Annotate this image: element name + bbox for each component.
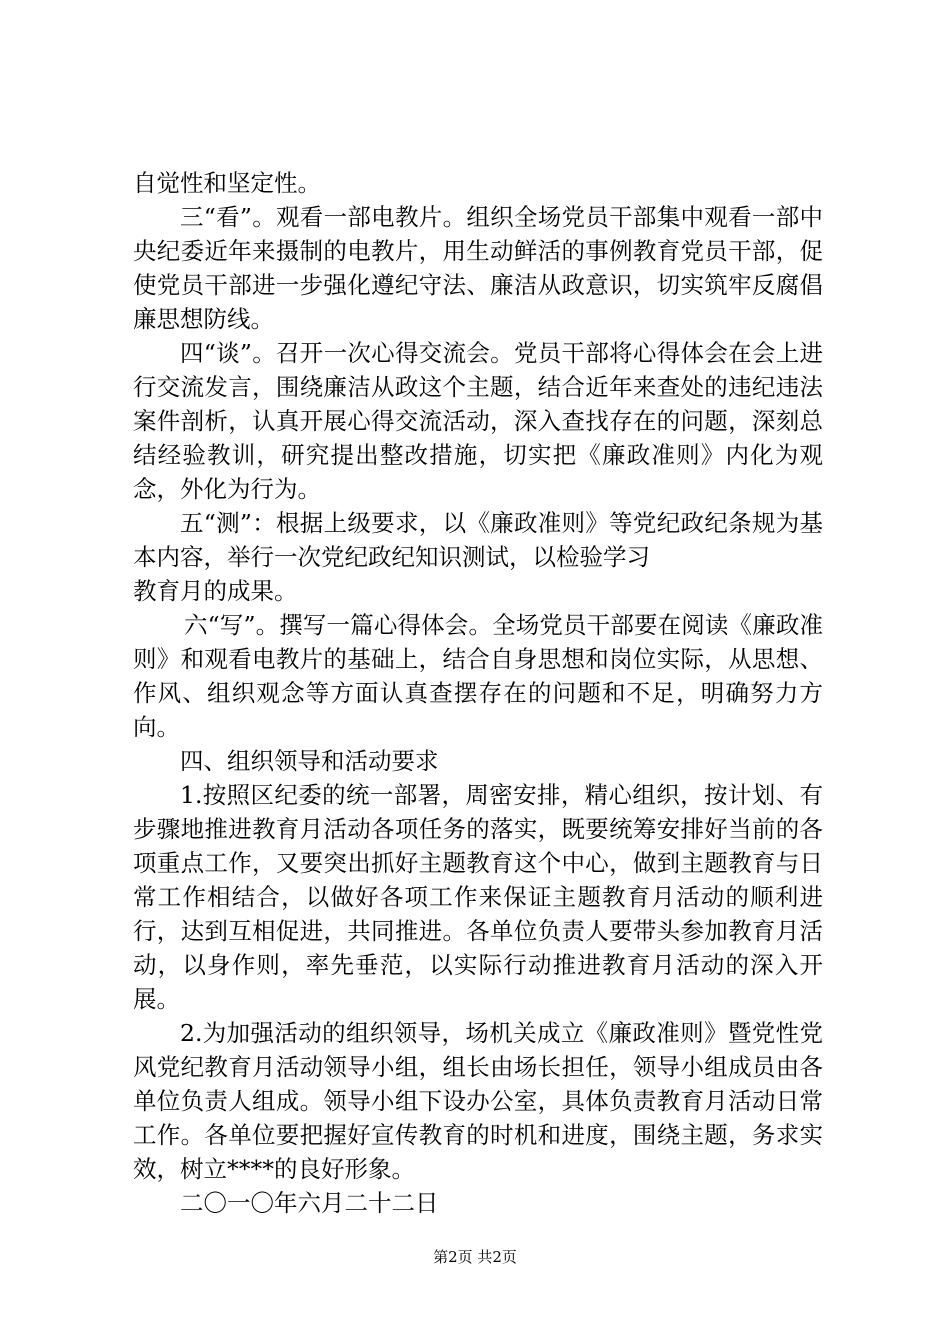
document-date: 二〇一〇年六月二十二日 <box>180 1189 439 1217</box>
paragraph-write: 六“写”。撰写一篇心得体会。全场党员干部要在阅读《廉政准则》和观看电教片的基础上，结合自身思想和岗位实际，从思想、作风、组织观念等方面认真查摆存在的问题和不足，明确努力方向。 <box>133 611 823 741</box>
paragraph-continuation: 自觉性和坚定性。 <box>133 169 321 197</box>
paragraph-test: 五“测”：根据上级要求，以《廉政准则》等党纪政纪条规为基本内容，举行一次党纪政纪知识测试，以检验学习 <box>133 509 823 571</box>
section-heading: 四、组织领导和活动要求 <box>180 747 439 775</box>
paragraph-test-tail: 教育月的成果。 <box>133 577 298 605</box>
paragraph-discuss: 四“谈”。召开一次心得交流会。党员干部将心得体会在会上进行交流发言，围绕廉洁从政这个主题，结合近年来查处的违纪违法案件剖析，认真开展心得交流活动，深入查找存在的问题，深刻总结经验教训，研究提出整改措施，切实把《廉政准则》内化为观念，外化为行为。 <box>133 339 823 503</box>
page-number-footer: 第2页 共2页 <box>433 1248 517 1266</box>
paragraph-watch: 三“看”。观看一部电教片。组织全场党员干部集中观看一部中央纪委近年来摄制的电教片，用生动鲜活的事例教育党员干部，促使党员干部进一步强化遵纪守法、廉洁从政意识，切实筑牢反腐倡廉思想防线。 <box>133 203 823 333</box>
document-body <box>133 166 823 1220</box>
paragraph-requirement-1: 1.按照区纪委的统一部署，周密安排，精心组织，按计划、有步骤地推进教育月活动各项任务的落实，既要统筹安排好当前的各项重点工作，又要突出抓好主题教育这个中心，做到主题教育与日常工作相结合，以做好各项工作来保证主题教育月活动的顺利进行，达到互相促进，共同推进。各单位负责人要带头参加教育月活动，以身作则，率先垂范，以实际行动推进教育月活动的深入开展。 <box>133 781 823 1013</box>
paragraph-requirement-2: 2.为加强活动的组织领导，场机关成立《廉政准则》暨党性党风党纪教育月活动领导小组，组长由场长担任，领导小组成员由各单位负责人组成。领导小组下设办公室，具体负责教育月活动日常工作。各单位要把握好宣传教育的时机和进度，围绕主题，务求实效，树立****的良好形象。 <box>133 1019 823 1183</box>
